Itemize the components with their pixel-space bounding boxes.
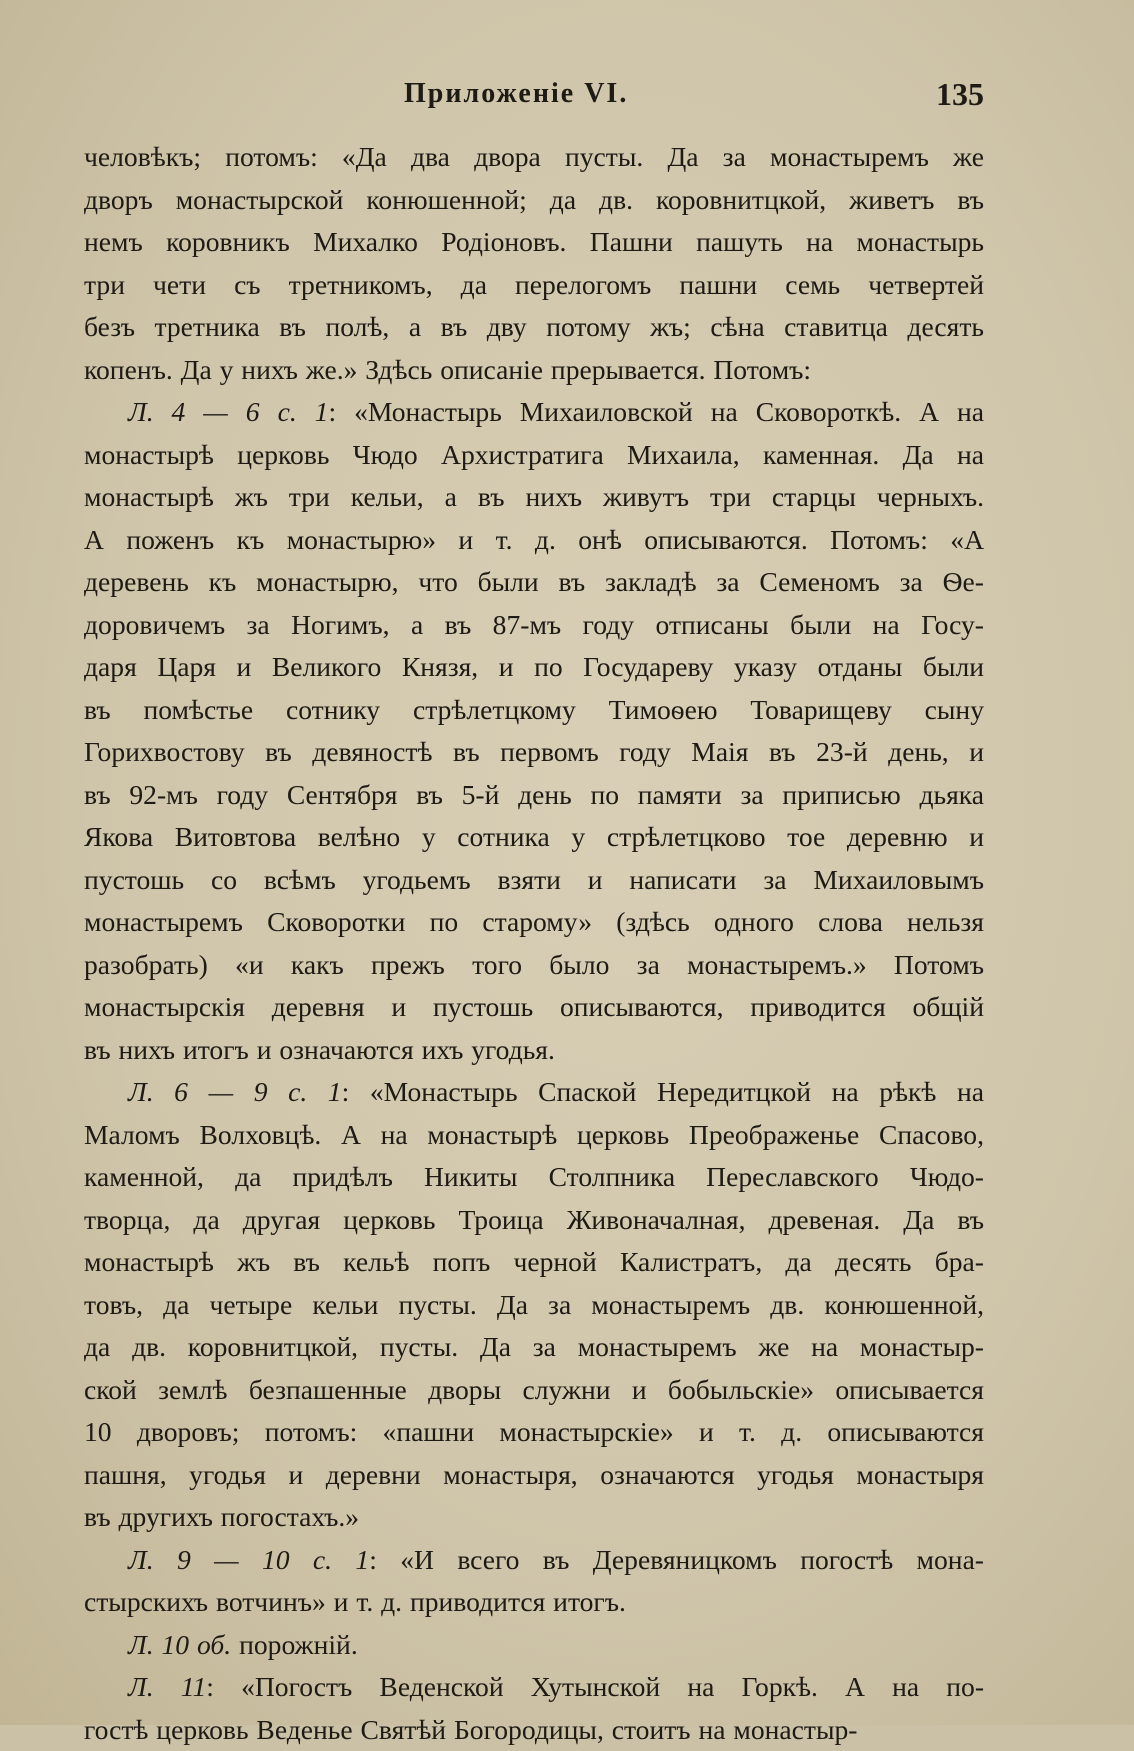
text-line [84, 1071, 984, 1114]
line-text: ской землѣ безпашенные дворы служни и бобыльскіе» описывается [84, 1374, 984, 1405]
folio-reference: Л. 11 [128, 1671, 206, 1702]
paragraph [84, 1539, 984, 1624]
line-text: да дв. коровнитцкой, пусты. Да за монастыремъ же на монастыр- [84, 1331, 984, 1362]
paragraph [84, 391, 984, 1071]
text-line [84, 859, 984, 902]
text-line [84, 986, 984, 1029]
text-line [84, 391, 984, 434]
text-line [84, 264, 984, 307]
line-text: даря Царя и Великого Князя, и по Государеву указу отданы были [84, 651, 984, 682]
text-line [84, 221, 984, 264]
line-text: Маломъ Волховцѣ. А на монастырѣ церковь Преображенье Спасово, [84, 1119, 984, 1150]
folio-reference: Л. 4 — 6 с. 1 [128, 396, 328, 427]
page-header [84, 78, 984, 118]
text-line [84, 1411, 984, 1454]
text-line [84, 646, 984, 689]
line-text: А поженъ къ монастырю» и т. д. онѣ описываются. Потомъ: «А [84, 524, 984, 555]
folio-reference: Л. 6 — 9 с. 1 [128, 1076, 342, 1107]
line-text: порожній. [231, 1629, 358, 1660]
line-text: монастырскія деревня и пустошь описываются, приводится общій [84, 991, 984, 1022]
paragraph [84, 1624, 984, 1667]
folio-reference: Л. 10 об. [128, 1629, 231, 1660]
line-text: въ другихъ погостахъ.» [84, 1501, 359, 1532]
text-line [84, 604, 984, 647]
line-text: : «Монастырь Спаской Нередитцкой на рѣкѣ на [342, 1076, 984, 1107]
text-line [84, 136, 984, 179]
text-line [84, 1539, 984, 1582]
line-text: безъ третника въ полѣ, а въ дву потому жъ; сѣна ставитца десять [84, 311, 984, 342]
text-line [84, 1156, 984, 1199]
text-line [84, 349, 984, 392]
paragraph [84, 1071, 984, 1539]
line-text: пустошь со всѣмъ угодьемъ взяти и написати за Михаиловымъ [84, 864, 984, 895]
line-text: монастырѣ церковь Чюдо Архистратига Михаила, каменная. Да на [84, 439, 984, 470]
running-head: Приложеніе VI. [404, 78, 628, 110]
text-line [84, 1284, 984, 1327]
text-line [84, 1496, 984, 1539]
line-text: монастыремъ Сковоротки по старому» (здѣсь одного слова нельзя [84, 906, 984, 937]
line-text: три чети съ третникомъ, да перелогомъ пашни семь четвертей [84, 269, 984, 300]
line-text: творца, да другая церковь Троица Живоначалная, древеная. Да въ [84, 1204, 984, 1235]
line-text: монастырѣ жъ три кельи, а въ нихъ живутъ три старцы черныхъ. [84, 481, 984, 512]
text-line [84, 519, 984, 562]
line-text: въ нихъ итогъ и означаются ихъ угодья. [84, 1034, 555, 1065]
text-line [84, 731, 984, 774]
text-line [84, 306, 984, 349]
text-line [84, 561, 984, 604]
text-line [84, 1581, 984, 1624]
line-text: стырскихъ вотчинъ» и т. д. приводится итогъ. [84, 1586, 626, 1617]
line-text: деревень къ монастырю, что были въ закладѣ за Семеномъ за Ѳе- [84, 566, 984, 597]
line-text: Горихвостову въ девяностѣ въ первомъ году Маія въ 23-й день, и [84, 736, 984, 767]
line-text: разобрать) «и какъ прежъ того было за монастыремъ.» Потомъ [84, 949, 984, 980]
line-text: : «И всего въ Деревяницкомъ погостѣ мона- [369, 1544, 984, 1575]
text-line [84, 1624, 984, 1667]
paragraph [84, 1666, 984, 1751]
page-number: 135 [936, 76, 984, 113]
text-line [84, 476, 984, 519]
text-line [84, 689, 984, 732]
line-text: доровичемъ за Ногимъ, а въ 87-мъ году отписаны были на Госу- [84, 609, 984, 640]
text-line [84, 774, 984, 817]
text-line [84, 901, 984, 944]
line-text: : «Погостъ Веденской Хутынской на Горкѣ. А на по- [206, 1671, 984, 1702]
line-text: дворъ монастырской конюшенной; да дв. коровнитцкой, живетъ въ [84, 184, 984, 215]
paragraph [84, 136, 984, 391]
line-text: монастырѣ жъ въ кельѣ попъ черной Калистратъ, да десять бра- [84, 1246, 984, 1277]
line-text: : «Монастырь Михаиловской на Сковороткѣ. А на [328, 396, 984, 427]
line-text: товъ, да четыре кельи пусты. Да за монастыремъ дв. конюшенной, [84, 1289, 984, 1320]
folio-reference: Л. 9 — 10 с. 1 [128, 1544, 369, 1575]
text-line [84, 1114, 984, 1157]
text-line [84, 434, 984, 477]
text-line [84, 1709, 984, 1751]
line-text: каменной, да придѣлъ Никиты Столпника Переславского Чюдо- [84, 1161, 984, 1192]
line-text: гостѣ церковь Веденье Святѣй Богородицы, стоитъ на монастыр- [84, 1714, 858, 1745]
line-text: копенъ. Да у нихъ же.» Здѣсь описаніе прерывается. Потомъ: [84, 354, 811, 385]
line-text: человѣкъ; потомъ: «Да два двора пусты. Да за монастыремъ же [84, 141, 984, 172]
text-line [84, 816, 984, 859]
text-line [84, 1326, 984, 1369]
text-line [84, 179, 984, 222]
text-line [84, 1369, 984, 1412]
text-line [84, 944, 984, 987]
body-text [84, 136, 984, 1751]
line-text: въ помѣстье сотнику стрѣлетцкому Тимоѳею Товарищеву сыну [84, 694, 984, 725]
text-line [84, 1199, 984, 1242]
line-text: пашня, угодья и деревни монастыря, означаются угодья монастыря [84, 1459, 984, 1490]
text-line [84, 1029, 984, 1072]
text-line [84, 1666, 984, 1709]
line-text: въ 92-мъ году Сентября въ 5-й день по памяти за приписью дьяка [84, 779, 984, 810]
text-line [84, 1241, 984, 1284]
text-line [84, 1454, 984, 1497]
line-text: Якова Витовтова велѣно у сотника у стрѣлетцково тое деревню и [84, 821, 984, 852]
line-text: немъ коровникъ Михалко Родіоновъ. Пашни пашуть на монастырь [84, 226, 984, 257]
line-text: 10 дворовъ; потомъ: «пашни монастырскіе» и т. д. описываются [84, 1416, 984, 1447]
